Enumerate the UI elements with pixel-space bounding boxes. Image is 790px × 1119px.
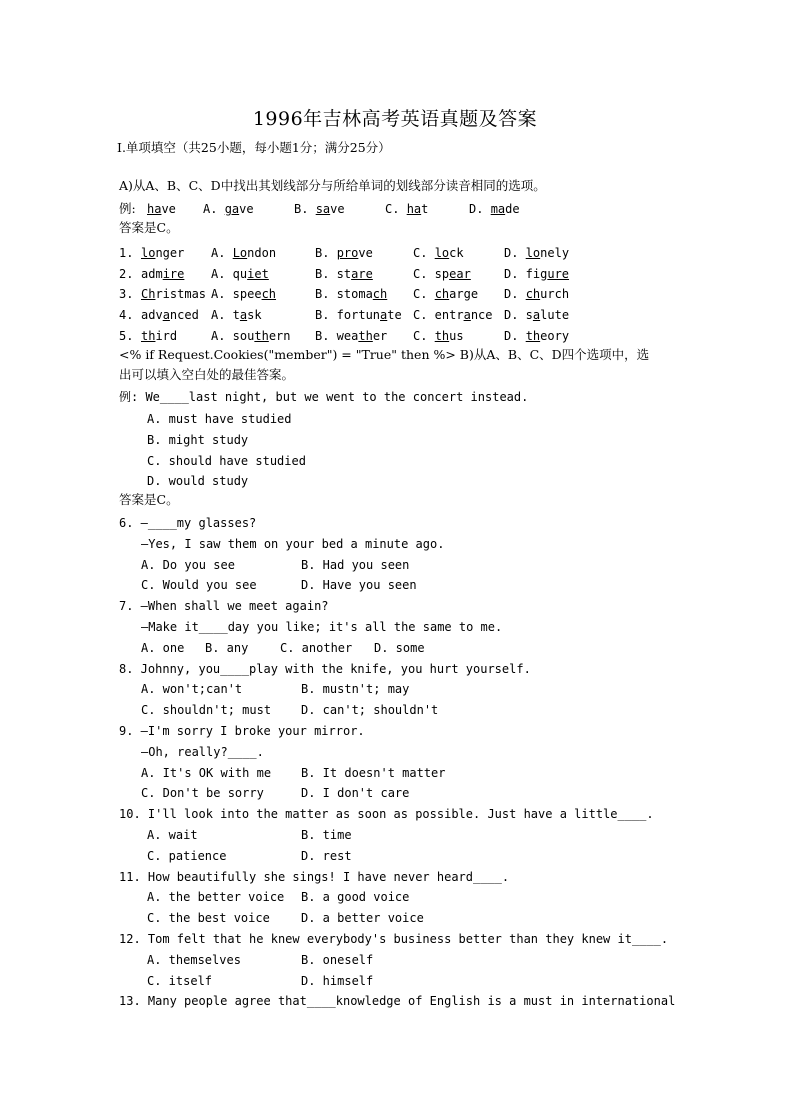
- options-row: [147, 848, 667, 864]
- option-a: A. quiet: [211, 266, 269, 281]
- example-option: D. would study: [147, 474, 249, 489]
- option-b: B. prove: [315, 246, 373, 260]
- phonetics-row: [119, 266, 679, 282]
- given-word: third: [141, 328, 178, 343]
- answer-option: B. Had you seen: [301, 557, 410, 572]
- answer-option: A. won't;can't: [141, 682, 243, 697]
- options-row: [141, 765, 661, 781]
- answer-option: B. oneself: [301, 952, 374, 967]
- option-c: C. entrance: [413, 308, 493, 323]
- answer-option: B. any: [205, 640, 249, 655]
- option-a: A. task: [211, 308, 262, 323]
- option-d: D. figure: [504, 266, 570, 281]
- option-c: C. thus: [413, 328, 464, 343]
- given-word: longer: [141, 246, 185, 260]
- option-d: D. lonely: [504, 246, 570, 260]
- answer-option: A. the better voice: [147, 890, 285, 905]
- answer-option: A. themselves: [147, 952, 241, 967]
- options-row: [141, 640, 661, 656]
- option-c: C. spear: [413, 266, 471, 281]
- answer-option: D. Have you seen: [301, 578, 417, 593]
- option-d: D. theory: [504, 328, 570, 343]
- question-stem: 10. I'll look into the matter as soon as possible. Just have a little____.: [119, 807, 654, 822]
- question-stem: 6. —____my glasses?: [119, 516, 257, 530]
- question-stem: 12. Tom felt that he knew everybody's business better than they knew it____.: [119, 932, 669, 946]
- answer-option: A. one: [141, 640, 185, 655]
- option-b: B. stare: [315, 266, 373, 281]
- answer-option: C. the best voice: [147, 911, 270, 926]
- example-option: C. should have studied: [147, 453, 306, 468]
- options-row: [141, 557, 661, 573]
- phonetics-row: [119, 307, 679, 323]
- answer-option: D. some: [374, 640, 425, 655]
- option-c: C. charge: [413, 287, 479, 302]
- answer-option: C. itself: [147, 973, 213, 988]
- example-option: A. must have studied: [147, 412, 292, 426]
- option-d: D. salute: [504, 308, 570, 323]
- question-stem: 7. —When shall we meet again?: [119, 599, 329, 614]
- part-b-instruction-cont: 出可以填入空白处的最佳答案。: [119, 367, 295, 382]
- question-line: —Yes, I saw them on your bed a minute ago.: [141, 536, 445, 551]
- part-a-instruction: A)从A、B、C、D中找出其划线部分与所给单词的划线部分读音相同的选项。: [119, 178, 546, 193]
- question-number: 1.: [119, 246, 134, 260]
- answer-option: A. It's OK with me: [141, 765, 272, 780]
- answer-option: C. patience: [147, 848, 227, 863]
- answer-option: D. I don't care: [301, 786, 410, 801]
- question-line: —Make it____day you like; it's all the same to me.: [141, 620, 503, 634]
- question-stem: 13. Many people agree that____knowledge of English is a must in international: [119, 994, 676, 1009]
- answer-option: C. another: [280, 640, 353, 655]
- options-row: [147, 889, 667, 905]
- option-c: C. hat: [385, 202, 429, 216]
- options-row: [141, 702, 661, 718]
- answer-option: C. Don't be sorry: [141, 786, 264, 801]
- answer-option: B. time: [301, 828, 352, 842]
- given-word: advanced: [141, 308, 199, 323]
- question-stem: 9. —I'm sorry I broke your mirror.: [119, 724, 365, 738]
- option-a: A. gave: [203, 202, 254, 216]
- phonetics-row: [119, 328, 679, 344]
- question-line: —Oh, really?____.: [141, 744, 264, 759]
- option-b: B. weather: [315, 328, 388, 343]
- option-a: A. southern: [211, 328, 291, 343]
- answer-option: C. Would you see: [141, 578, 257, 593]
- option-b: B. fortunate: [315, 308, 402, 323]
- given-word: admire: [141, 266, 185, 281]
- phonetics-row: [119, 245, 679, 261]
- answer-option: D. himself: [301, 973, 374, 988]
- option-b: B. stomach: [315, 287, 388, 302]
- section-heading: Ⅰ.单项填空（共25小题，每小题1分；满分25分）: [117, 140, 391, 155]
- example-label: 例:: [119, 201, 136, 216]
- option-d: D. church: [504, 287, 570, 302]
- phonetics-row: [119, 286, 679, 302]
- options-row: [147, 973, 667, 989]
- options-row: [141, 681, 661, 697]
- options-row: [147, 952, 667, 968]
- options-row: [147, 827, 667, 843]
- question-stem: 11. How beautifully she sings! I have never heard____.: [119, 869, 510, 884]
- question-number: 3.: [119, 287, 134, 302]
- question-number: 5.: [119, 328, 134, 343]
- options-row: [141, 785, 661, 801]
- answer-option: B. mustn't; may: [301, 682, 410, 697]
- options-row: [141, 577, 661, 593]
- answer-option: B. It doesn't matter: [301, 765, 446, 780]
- answer-option: A. wait: [147, 828, 198, 842]
- answer-option: C. shouldn't; must: [141, 703, 272, 718]
- answer-option: B. a good voice: [301, 890, 410, 905]
- question-number: 4.: [119, 308, 134, 323]
- question-stem: 8. Johnny, you____play with the knife, you hurt yourself.: [119, 661, 531, 676]
- answer-option: D. can't; shouldn't: [301, 703, 439, 718]
- answer-option: A. Do you see: [141, 557, 235, 572]
- example-option: B. might study: [147, 432, 249, 447]
- given-word: have: [147, 202, 176, 216]
- question-number: 2.: [119, 266, 134, 281]
- answer-option: D. a better voice: [301, 911, 424, 926]
- part-b-instruction: <% if Request.Cookies("member") = "True" then %> B)从A、B、C、D四个选项中，选: [119, 347, 650, 362]
- options-row: [147, 910, 667, 926]
- example-question: 例: We____last night, but we went to the concert instead.: [119, 390, 529, 404]
- option-d: D. made: [469, 202, 520, 216]
- given-word: Christmas: [141, 287, 207, 302]
- page-title: 1996年吉林高考英语真题及答案: [252, 108, 538, 130]
- answer-option: D. rest: [301, 848, 352, 863]
- example-row: [119, 201, 679, 217]
- option-a: A. London: [211, 246, 277, 260]
- option-b: B. save: [294, 202, 345, 216]
- option-c: C. lock: [413, 246, 464, 260]
- example-answer-b: 答案是C。: [119, 492, 179, 507]
- example-answer: 答案是C。: [119, 220, 179, 235]
- option-a: A. speech: [211, 287, 277, 302]
